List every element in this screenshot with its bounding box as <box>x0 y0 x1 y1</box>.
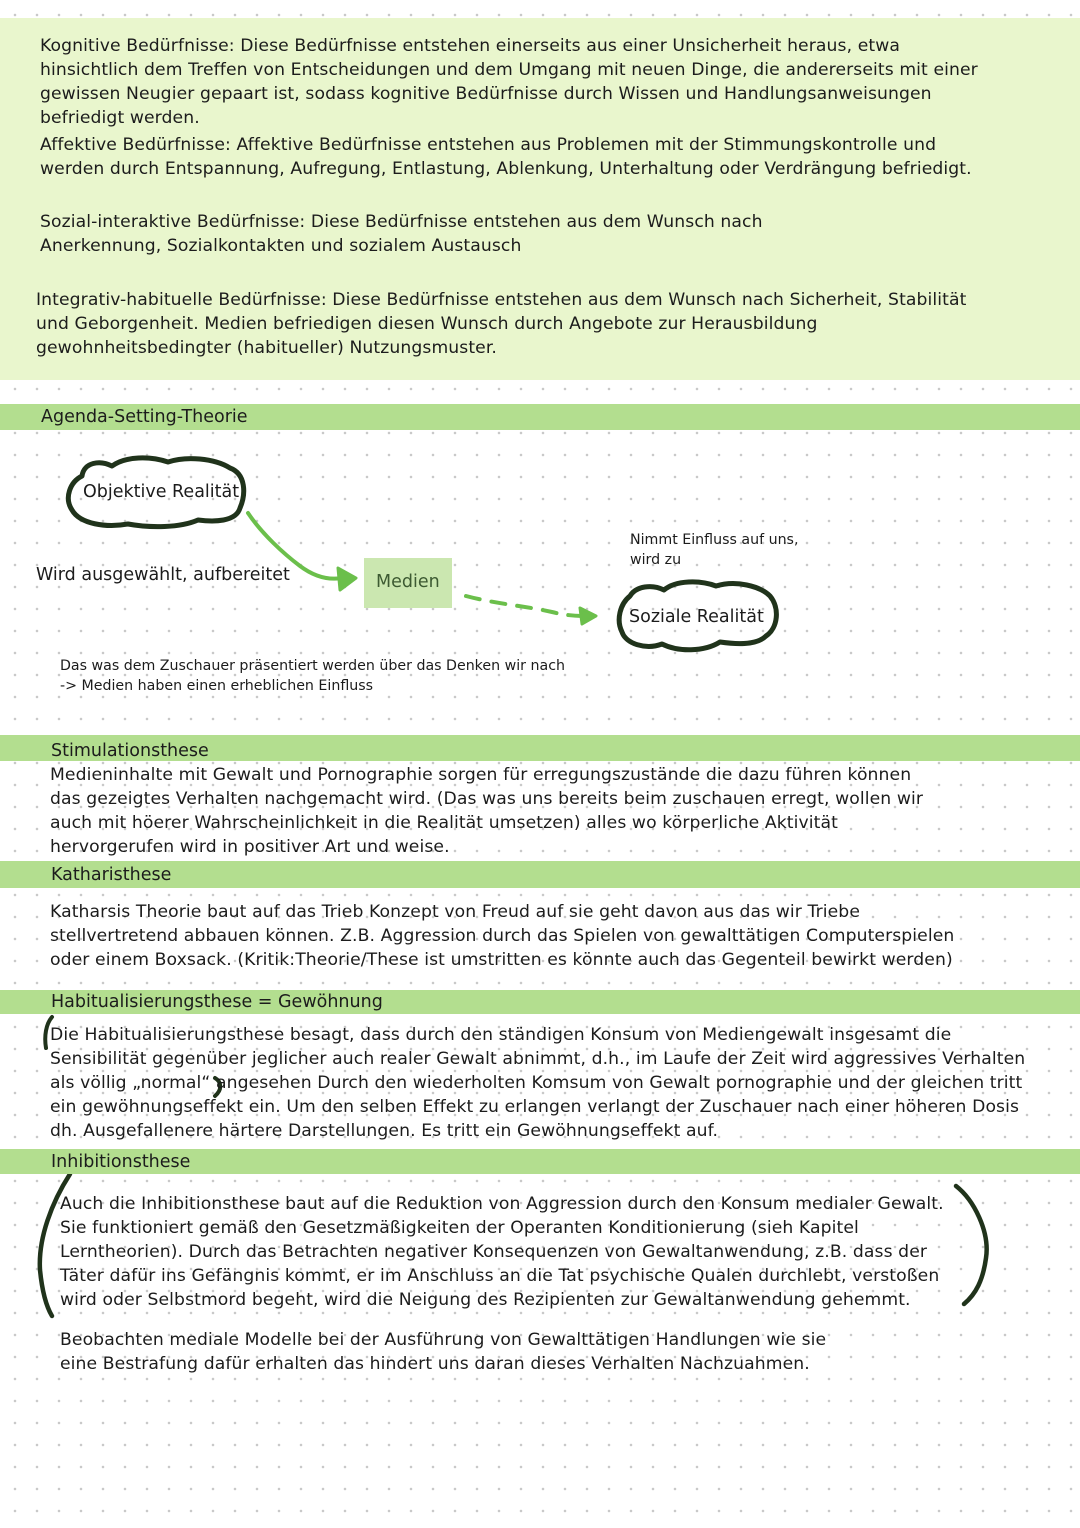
habit-heading: Habitualisierungsthese = Gewöhnung <box>51 992 383 1012</box>
katharsis-heading: Katharisthese <box>51 865 172 885</box>
sozial-interaktive-beduerfnisse: Sozial-interaktive Bedürfnisse: Diese Bedürfnisse entstehen aus dem Wunsch nach Anerkennung, Sozialkontakten und sozialem Austausch <box>40 212 763 256</box>
integrativ-habituelle-beduerfnisse: Integrativ-habituelle Bedürfnisse: Diese Bedürfnisse entstehen aus dem Wunsch nach Sicherheit, Stabilität und Geborgenheit. Medien befriedigen diesen Wunsch durch Angebote zur Herausbildung gewohnheitsbedingter (habitueller) Nutzungsmuster. <box>36 290 967 358</box>
social-reality-label: Soziale Realität <box>629 607 764 627</box>
affektive-beduerfnisse: Affektive Bedürfnisse: Affektive Bedürfnisse entstehen aus Problemen mit der Stimmungskontrolle und werden durch Entspannung, Aufregung, Entlastung, Ablenkung, Unterhaltung oder Verdrängung befriedigt. <box>40 135 972 179</box>
inhibition-text: Auch die Inhibitionsthese baut auf die Reduktion von Aggression durch den Konsum medialer Gewalt. Sie funktioniert gemäß den Gesetzmäßigkeiten der Operanten Konditionierung (sieh Kapitel Lerntheorien). Durch das Betrachten negativer Konsequenzen von Gewaltanwendung, z.B. dass der Täter dafür ins Gefängnis kommt, er im Anschluss an die Tat psychische Qualen durchlebt, verstoßen wird oder Selbstmord begeht, wird die Neigung des Rezipienten zur Gewaltanwendung gehemmt. <box>60 1194 944 1310</box>
influence-line-2: wird zu <box>630 552 682 568</box>
influence-arrowhead <box>580 608 596 624</box>
stimulation-heading: Stimulationsthese <box>51 741 209 761</box>
stimulation-text: Medieninhalte mit Gewalt und Pornographie sorgen für erregungszustände die dazu führen können das gezeigtes Verhalten nachgemacht wird. (Das was uns bereits beim zuschauen erregt, wollen wir auch mit höerer Wahrscheinlichkeit in die Realität umsetzen) alles wo körperliche Aktivität hervorgerufen wird in positiver Art und weise. <box>50 765 924 857</box>
media-label: Medien <box>376 572 440 592</box>
influence-arrow <box>466 596 584 616</box>
influence-line-1: Nimmt Einfluss auf uns, <box>630 532 799 548</box>
habit-text <box>50 1023 1035 1143</box>
katharsis-text: Katharsis Theorie baut auf das Trieb Konzept von Freud auf sie geht davon aus das wir Triebe stellvertretend abbauen können. Z.B. Aggression durch das Spielen von gewalttätigen Computerspielen oder einem Boxsack. (Kritik:Theorie/These ist umstritten es könnte auch das Gegenteil bewirkt werden) <box>50 902 955 970</box>
inhibition-text-2: Beobachten mediale Modelle bei der Ausführung von Gewalttätigen Handlungen wie sie eine Bestrafung dafür erhalten das hindert uns daran dieses Verhalten Nachzuahmen. <box>60 1330 827 1374</box>
media-box <box>364 558 452 608</box>
agenda-note-line-2: -> Medien haben einen erheblichen Einfluss <box>60 678 374 694</box>
habit-text-part-1: Die Habitualisierungsthese besagt, dass durch den ständigen Konsum von Mediengewalt insgesamt die Sensibilität gegenüber jeglicher auch realer Gewalt abnimmt, d.h., im Laufe der Zeit wird aggressives Verhalten als völlig „normal“ angesehen <box>50 1025 1026 1093</box>
agenda-setting-heading: Agenda-Setting-Theorie <box>41 407 248 427</box>
objective-reality-label: Objektive Realität <box>83 482 240 502</box>
selection-arrowhead <box>338 568 356 590</box>
kognitive-beduerfnisse: Kognitive Bedürfnisse: Diese Bedürfnisse entstehen einerseits aus einer Unsicherheit heraus, etwa hinsichtlich dem Treffen von Entscheidungen und dem Umgang mit neuen Dinge, die andererseits mit einer gewissen Neugier gepaart ist, sodass kognitive Bedürfnisse durch Wissen und Handlungsanweisungen befriedigt werden. <box>40 36 978 128</box>
agenda-note-line-1: Das was dem Zuschauer präsentiert werden über das Denken wir nach <box>60 658 565 674</box>
selected-label: Wird ausgewählt, aufbereitet <box>36 565 290 585</box>
habit-text-part-2: Durch den wiederholten Komsum von Gewalt pornographie und der gleichen tritt ein gewöhnungseffekt ein. Um den selben Effekt zu erlangen verlangt der Zuschauer nach einer höheren Dosis dh. Ausgefallenere härtere Darstellungen. Es tritt ein Gewöhnungseffekt auf. <box>50 1073 1023 1141</box>
inhibition-heading: Inhibitionsthese <box>51 1152 191 1172</box>
